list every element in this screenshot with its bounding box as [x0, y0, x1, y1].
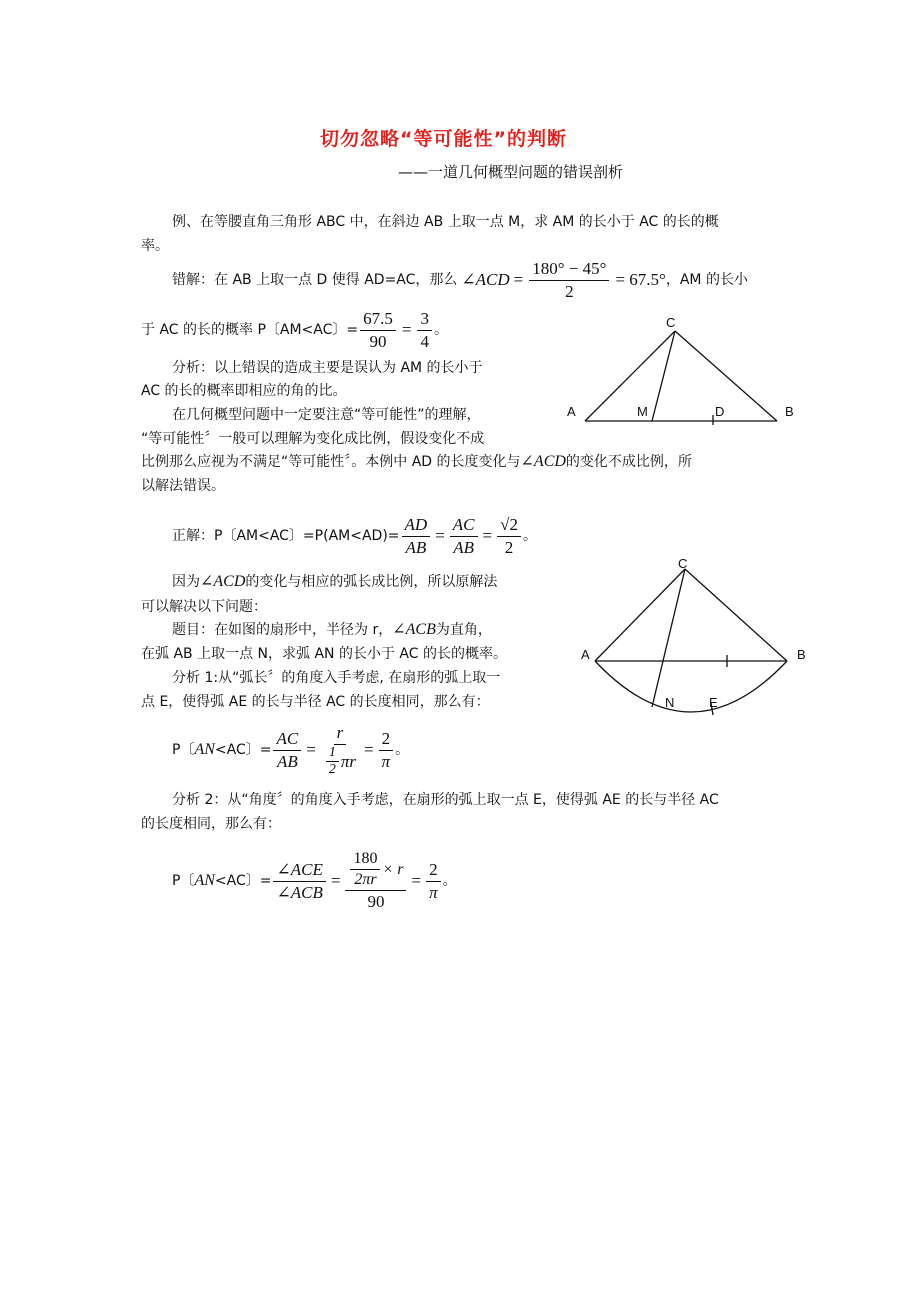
wrong-prob-frac-2-den: 4 [420, 331, 429, 351]
label-n: N [665, 695, 675, 710]
label-b: B [785, 404, 794, 419]
correct-frac-3-num: √2 [497, 514, 521, 537]
label-b: B [797, 647, 806, 662]
times-r: × r [382, 860, 404, 878]
problem-suffix: 为直角， [435, 622, 492, 638]
eq-sign: = [330, 871, 341, 890]
because-line-1 [172, 572, 497, 592]
analysis2-frac-3-den: π [429, 882, 438, 902]
because-prefix: 因为 [172, 574, 200, 590]
correct-frac-1-num: AD [402, 514, 431, 537]
analysis1-frac-3-den: π [381, 751, 391, 771]
analysis-line-2: AC 的长的概率即相应的角的比。 [141, 383, 347, 399]
analysis-line-5-prefix: 比例那么应视为不满足“等可能性〞。本例中 AD 的长度变化与 [141, 454, 521, 470]
analysis1-p-prefix: P〔 [172, 742, 195, 758]
analysis-line-1: 分析：以上错误的造成主要是误认为 AM 的长小于 [172, 360, 483, 376]
label-e: E [709, 695, 718, 710]
label-c: C [666, 315, 676, 330]
analysis1-frac-2-num: r [334, 722, 347, 745]
wrong-angle-fraction-num: 180° − 45° [529, 258, 609, 281]
correct-solution [172, 510, 537, 562]
eq-sign: = [401, 320, 412, 339]
sector-arc-ab [595, 661, 787, 712]
wrong-prob-frac-1 [360, 308, 396, 353]
example-line-1: 例、在等腰直角三角形 ABC 中，在斜边 AB 上取一点 M，求 AM 的长小于 AC 的长的概 [172, 214, 719, 230]
wrong-prob-frac-1-den: 90 [369, 331, 387, 351]
analysis2-big-frac [345, 849, 406, 913]
sector-radius-ca [595, 569, 685, 661]
wrong-suffix: ，AM 的长小 [665, 272, 748, 288]
analysis1-frac-1 [273, 728, 301, 773]
problem-prefix: 题目：在如图的扇形中，半径为 r， [172, 622, 393, 638]
wrong-prob-end: 。 [433, 322, 448, 338]
correct-frac-3-den: 2 [504, 537, 514, 557]
problem-angle: ∠ACB [392, 621, 436, 638]
analysis1-frac-3 [379, 728, 394, 773]
correct-frac-2-num: AC [450, 514, 478, 537]
inner-num: 180 [350, 849, 380, 870]
eq-sign: = [411, 871, 422, 890]
eq-sign: = [482, 526, 493, 545]
analysis2-big-frac-num [345, 849, 406, 891]
because-angle: ∠ACD [200, 573, 246, 590]
sector-radius-cb [685, 569, 787, 661]
analysis1-frac-3-num: 2 [379, 728, 394, 751]
analysis2-end: 。 [442, 873, 457, 889]
analysis2-arc: AN [194, 872, 215, 889]
wrong-prob-frac-2 [417, 308, 432, 353]
analysis1-frac-1-num: AC [273, 728, 301, 751]
wrong-prob-prefix: 于 AC 的长的概率 P〔AM<AC〕= [141, 322, 359, 338]
wrong-solution-line-2 [141, 306, 448, 354]
inner-den: 2πr [354, 871, 377, 888]
analysis1-pi-r: πr [340, 751, 356, 771]
analysis-line-6: 以解法错误。 [141, 478, 225, 494]
correct-frac-3 [497, 514, 521, 559]
label-a: A [567, 404, 576, 419]
label-a: A [581, 647, 590, 662]
figure-sector [575, 553, 815, 723]
wrong-prob-frac-2-num: 3 [417, 308, 432, 331]
page-subtitle: ——一道几何概型问题的错误剖析 [398, 163, 624, 181]
analysis1-end: 。 [395, 742, 410, 758]
analysis1-line-2: 点 E，使得弧 AE 的长与半径 AC 的长度相同，那么有： [141, 694, 490, 710]
analysis2-p-prefix: P〔 [172, 873, 195, 889]
analysis2-frac-1 [273, 859, 325, 904]
analysis-line-5 [141, 452, 692, 472]
because-line-2: 可以解决以下问题： [141, 599, 267, 615]
correct-frac-2-den: AB [453, 537, 475, 557]
example-line-2: 率。 [141, 238, 169, 254]
triangle-side-cb [675, 331, 777, 421]
wrong-eq: = [513, 270, 524, 289]
analysis2-line-1: 分析 2：从“角度〞的角度入手考虑，在扇形的弧上取一点 E，使得弧 AE 的长与半径 AC [172, 792, 719, 808]
problem-line-1 [172, 620, 492, 640]
sector-segment-cn [652, 569, 685, 707]
eq-sign: = [306, 740, 316, 759]
half-num: 1 [326, 745, 339, 762]
analysis2-big-frac-den: 90 [367, 892, 385, 911]
label-c: C [678, 556, 688, 571]
analysis1-line-1: 分析 1:从“弧长〞的角度入手考虑, 在扇形的弧上取一 [172, 670, 501, 686]
analysis1-arc: AN [194, 741, 215, 758]
analysis-line-5-angle: ∠ACD [520, 453, 566, 470]
triangle-side-ac [585, 331, 675, 421]
label-m: M [637, 404, 648, 419]
analysis1-frac-2-den [321, 745, 359, 778]
correct-end: 。 [522, 528, 537, 544]
half-den: 2 [328, 762, 336, 777]
page-title: 切勿忽略“等可能性”的判断 [320, 128, 567, 150]
analysis2-frac-3 [426, 859, 441, 904]
triangle-segment-cm [652, 331, 675, 421]
analysis1-formula [172, 714, 409, 786]
correct-prefix: 正解：P〔AM<AC〕=P(AM<AD)= [172, 528, 400, 544]
analysis-line-3: 在几何概型问题中一定要注意“等可能性”的理解， [172, 407, 481, 423]
analysis1-frac-2 [321, 722, 359, 778]
correct-frac-1-den: AB [405, 537, 427, 557]
analysis2-frac-3-num: 2 [426, 859, 441, 882]
analysis2-formula [172, 834, 457, 928]
analysis2-p-suffix: <AC〕= [214, 873, 272, 889]
analysis1-frac-1-den: AB [276, 751, 298, 771]
analysis2-line-2: 的长度相同，那么有： [141, 816, 281, 832]
label-d: D [715, 404, 725, 419]
analysis1-p-suffix: <AC〕= [214, 742, 272, 758]
wrong-prob-frac-1-num: 67.5 [360, 308, 396, 331]
analysis1-half [326, 745, 339, 778]
wrong-prefix: 错解：在 AB 上取一点 D 使得 AD=AC，那么 [172, 272, 458, 288]
eq-sign: = [363, 740, 374, 759]
wrong-angle-fraction-den: 2 [565, 281, 574, 301]
wrong-solution-line-1 [172, 254, 748, 306]
figure-triangle [565, 315, 805, 425]
correct-frac-1 [402, 514, 431, 559]
analysis2-frac-1-den: ∠ACB [276, 882, 323, 902]
analysis-line-4: “等可能性〞一般可以理解为变化成比例，假设变化不成 [141, 431, 485, 447]
correct-frac-2 [450, 514, 478, 559]
analysis2-inner-frac [350, 849, 380, 890]
eq-sign: = [435, 526, 445, 545]
wrong-result: = 67.5° [615, 270, 666, 289]
analysis2-frac-1-num: ∠ACE [273, 859, 325, 882]
wrong-angle: ∠ACD [461, 270, 510, 289]
problem-line-2: 在弧 AB 上取一点 N，求弧 AN 的长小于 AC 的长的概率。 [141, 646, 507, 662]
because-suffix: 的变化与相应的弧长成比例，所以原解法 [245, 574, 498, 590]
wrong-angle-fraction [529, 258, 609, 303]
analysis-line-5-suffix: 的变化不成比例，所 [565, 454, 692, 470]
